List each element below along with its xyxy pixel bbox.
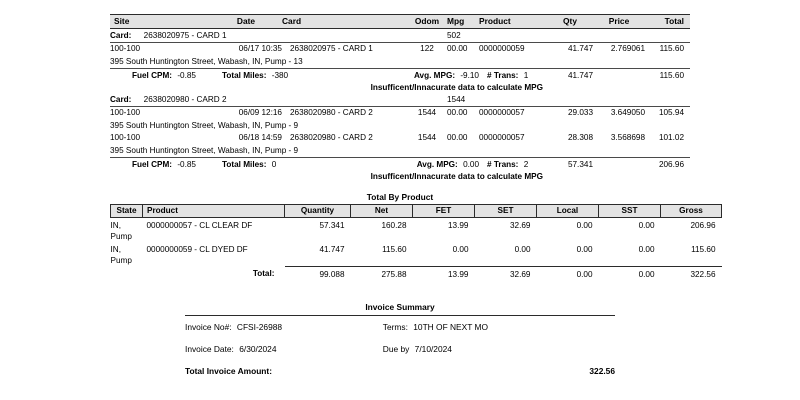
invoice-summary-title: Invoice Summary xyxy=(185,302,615,316)
group-summary-row xyxy=(110,158,690,172)
row-address: 395 South Huntington Street, Wabash, IN, Pump - 9 xyxy=(110,144,690,158)
row-card: 2638020980 - CARD 2 xyxy=(290,133,373,142)
total-gross: 322.56 xyxy=(661,266,722,280)
row-product: 0000000059 xyxy=(479,44,525,53)
total-fet: 13.99 xyxy=(413,266,475,280)
row-total: 101.02 xyxy=(658,133,684,142)
column-header-product: Product xyxy=(479,16,511,26)
summary-fuel-cpm-value: -0.85 xyxy=(177,160,196,169)
column-header-total: Total xyxy=(664,16,684,26)
group-summary-note-row xyxy=(110,82,690,93)
summary-avg-mpg-label: Avg. MPG: xyxy=(416,160,458,169)
total-by-product-title: Total By Product xyxy=(366,192,434,202)
summary-total-miles-label: Total Miles: xyxy=(222,160,267,169)
column-header-sst: SST xyxy=(599,205,661,218)
row-quantity: 57.341 xyxy=(319,221,345,230)
due-by-cell xyxy=(383,338,615,360)
table-row xyxy=(111,218,722,243)
summary-total-miles-label: Total Miles: xyxy=(222,71,267,80)
column-header-gross: Gross xyxy=(661,205,722,218)
due-by-label: Due by xyxy=(382,343,410,354)
total-by-product-total-row xyxy=(111,266,722,280)
row-state: IN, Pump xyxy=(110,245,132,265)
total-sst: 0.00 xyxy=(599,266,661,280)
row-date: 06/18 14:59 xyxy=(238,133,282,142)
column-header-fet: FET xyxy=(413,205,475,218)
terms-cell xyxy=(383,316,615,338)
row-product: 0000000057 xyxy=(479,133,525,142)
row-total: 115.60 xyxy=(659,44,684,53)
row-odom: 122 xyxy=(420,44,434,53)
row-qty: 29.033 xyxy=(567,108,593,117)
invoice-total-row xyxy=(185,360,615,382)
row-sst: 0.00 xyxy=(638,221,655,230)
row-site: 100-100 xyxy=(110,108,141,117)
card-group-number: 2638020980 - CARD 2 xyxy=(143,95,227,104)
summary-avg-mpg-cell xyxy=(407,158,479,172)
row-site: 100-100 xyxy=(110,44,141,53)
row-mpg: 00.00 xyxy=(447,108,468,117)
summary-total-miles-value: 0 xyxy=(271,160,277,169)
summary-trans-cell xyxy=(479,69,547,83)
row-address: 395 South Huntington Street, Wabash, IN, Pump - 13 xyxy=(110,55,690,69)
row-sst: 0.00 xyxy=(638,245,655,254)
table-row-address xyxy=(110,119,690,132)
row-mpg: 00.00 xyxy=(447,44,468,53)
row-fet: 0.00 xyxy=(452,245,469,254)
transactions-table xyxy=(110,14,690,182)
row-date: 06/09 12:16 xyxy=(238,108,282,117)
card-label: Card: xyxy=(110,31,132,40)
summary-trans-label: # Trans: xyxy=(487,160,519,169)
column-header-mpg: Mpg xyxy=(447,16,465,26)
summary-fuel-cpm-value: -0.85 xyxy=(177,71,196,80)
invoice-date-row xyxy=(185,338,615,360)
invoice-summary-section xyxy=(185,302,615,382)
summary-qty: 41.747 xyxy=(567,71,593,80)
column-header-card: Card xyxy=(282,16,302,26)
row-product: 0000000057 xyxy=(479,108,525,117)
row-price: 2.769061 xyxy=(610,44,645,53)
invoice-number-label: Invoice No#: xyxy=(185,321,232,332)
total-set: 32.69 xyxy=(475,266,537,280)
total-invoice-amount-value: 322.56 xyxy=(589,365,615,376)
invoice-date-value: 6/30/2024 xyxy=(239,343,277,354)
summary-note: Insufficent/Innacurate data to calculate MPG xyxy=(370,172,543,181)
column-header-price: Price xyxy=(608,16,630,26)
summary-avg-mpg-value: -9.10 xyxy=(460,71,479,80)
row-product: 0000000057 - CL CLEAR DF xyxy=(146,221,253,230)
row-total: 105.94 xyxy=(658,108,684,117)
card-group-label-cell xyxy=(110,93,407,107)
row-fet: 13.99 xyxy=(448,221,469,230)
transactions-header-row xyxy=(110,15,690,29)
summary-avg-mpg-label: Avg. MPG: xyxy=(413,71,456,80)
summary-trans-value: 1 xyxy=(523,71,529,80)
summary-trans-cell xyxy=(479,158,547,172)
row-site: 100-100 xyxy=(110,133,141,142)
summary-total-miles-cell xyxy=(210,69,407,83)
card-label: Card: xyxy=(110,95,132,104)
table-row xyxy=(110,43,690,56)
summary-total: 206.96 xyxy=(658,160,684,169)
group-summary-row xyxy=(110,69,690,83)
summary-avg-mpg-value: 0.00 xyxy=(463,160,479,169)
card-group-odom: 502 xyxy=(447,29,479,43)
row-product: 0000000059 - CL DYED DF xyxy=(146,245,248,254)
row-set: 32.69 xyxy=(510,221,531,230)
row-date: 06/17 10:35 xyxy=(238,44,282,53)
invoice-number-value: CFSI-26988 xyxy=(236,321,283,332)
table-row-address xyxy=(110,55,690,69)
total-local: 0.00 xyxy=(537,266,599,280)
card-group-odom-blank xyxy=(407,29,447,43)
column-header-date: Date xyxy=(236,16,256,26)
row-card: 2638020975 - CARD 1 xyxy=(290,44,373,53)
summary-total: 115.60 xyxy=(659,71,684,80)
card-group-header-row xyxy=(110,93,690,107)
row-mpg: 00.00 xyxy=(447,133,468,142)
summary-trans-label: # Trans: xyxy=(487,71,519,80)
total-by-product-header-row xyxy=(111,205,722,218)
invoice-summary-table xyxy=(185,316,615,382)
table-row-address xyxy=(110,144,690,158)
row-card: 2638020980 - CARD 2 xyxy=(290,108,373,117)
terms-value: 10TH OF NEXT MO xyxy=(413,321,489,332)
invoice-number-row xyxy=(185,316,615,338)
summary-total-miles-cell xyxy=(210,158,407,172)
table-row xyxy=(111,242,722,266)
total-quantity: 99.088 xyxy=(285,266,351,280)
total-label: Total: xyxy=(252,269,275,278)
summary-fuel-cpm-label: Fuel CPM: xyxy=(132,71,173,80)
column-header-qty: Qty xyxy=(563,16,577,26)
row-qty: 41.747 xyxy=(567,44,593,53)
summary-qty: 57.341 xyxy=(567,160,593,169)
summary-fuel-cpm-cell xyxy=(110,158,210,172)
row-qty: 28.308 xyxy=(567,133,593,142)
due-by-value: 7/10/2024 xyxy=(414,343,452,354)
row-state: IN, Pump xyxy=(110,221,132,241)
row-net: 160.28 xyxy=(381,221,407,230)
summary-trans-value: 2 xyxy=(523,160,529,169)
invoice-report-page xyxy=(110,14,716,382)
column-header-odom: Odom xyxy=(414,16,440,26)
column-header-site: Site xyxy=(114,16,130,26)
row-quantity: 41.747 xyxy=(319,245,345,254)
column-header-set: SET xyxy=(475,205,537,218)
row-gross: 115.60 xyxy=(691,245,716,254)
row-odom: 1544 xyxy=(417,108,437,117)
row-odom: 1544 xyxy=(417,133,437,142)
terms-label: Terms: xyxy=(382,321,408,332)
row-local: 0.00 xyxy=(576,221,593,230)
row-local: 0.00 xyxy=(576,245,593,254)
total-by-product-table xyxy=(110,204,722,280)
table-row xyxy=(110,132,690,144)
card-group-odom-blank xyxy=(407,93,447,107)
row-gross: 206.96 xyxy=(690,221,716,230)
column-header-net: Net xyxy=(351,205,413,218)
row-address: 395 South Huntington Street, Wabash, IN, Pump - 9 xyxy=(110,121,299,130)
invoice-date-cell xyxy=(185,338,383,360)
invoice-number-cell xyxy=(185,316,383,338)
column-header-state: State xyxy=(111,205,143,218)
summary-total-miles-value: -380 xyxy=(271,71,289,80)
invoice-date-label: Invoice Date: xyxy=(185,343,234,354)
summary-note: Insufficent/Innacurate data to calculate MPG xyxy=(370,83,543,92)
card-group-number: 2638020975 - CARD 1 xyxy=(143,31,227,40)
summary-fuel-cpm-label: Fuel CPM: xyxy=(132,160,173,169)
summary-avg-mpg-cell xyxy=(407,69,479,83)
summary-fuel-cpm-cell xyxy=(110,69,210,83)
column-header-product: Product xyxy=(143,205,285,218)
card-group-header-row xyxy=(110,29,690,43)
row-price: 3.568698 xyxy=(610,133,645,142)
row-net: 115.60 xyxy=(382,245,407,254)
total-net: 275.88 xyxy=(351,266,413,280)
row-price: 3.649050 xyxy=(610,108,645,117)
card-group-label-cell xyxy=(110,29,407,43)
row-set: 0.00 xyxy=(514,245,531,254)
card-group-odom: 1544 xyxy=(447,93,479,107)
column-header-quantity: Quantity xyxy=(285,205,351,218)
column-header-local: Local xyxy=(537,205,599,218)
group-summary-note-row xyxy=(110,171,690,182)
total-invoice-amount-label: Total Invoice Amount: xyxy=(185,365,273,376)
table-row xyxy=(110,107,690,120)
